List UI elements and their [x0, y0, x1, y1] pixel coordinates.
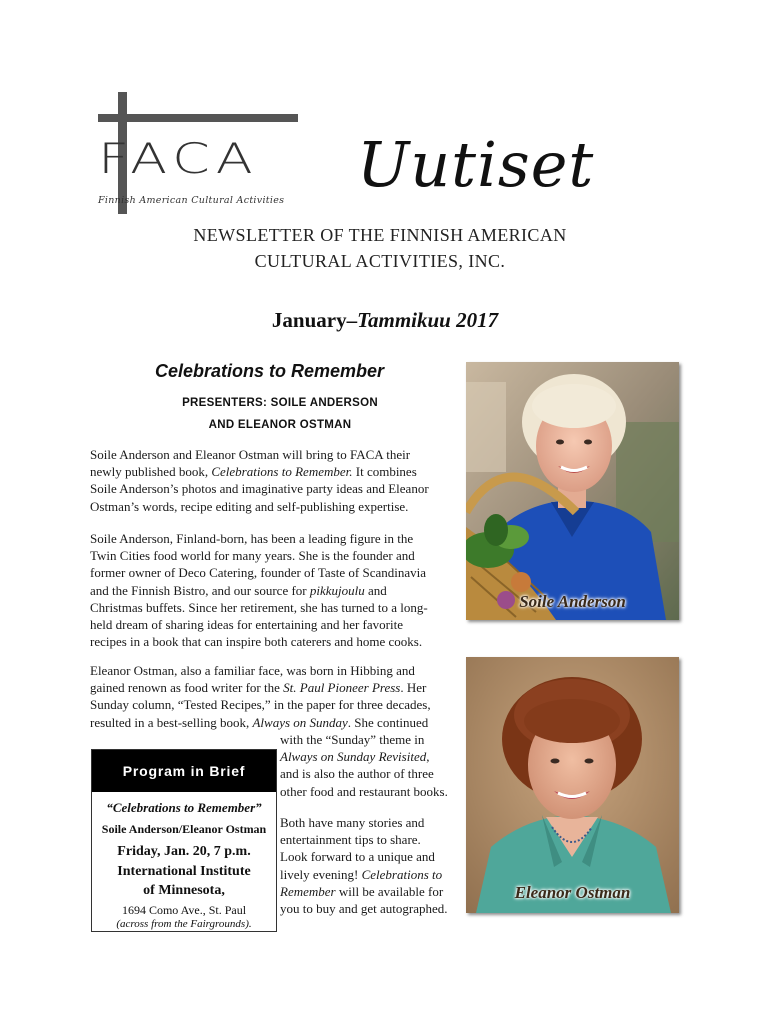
- paragraph-ostman-cont: [280, 731, 448, 800]
- text-line: Always on Sunday Revisited,: [280, 749, 430, 765]
- photo-eleanor-ostman: [466, 657, 679, 913]
- text-line: Both have many stories and: [280, 815, 425, 830]
- subtitle-line-1: NEWSLETTER OF THE FINNISH AMERICAN: [193, 225, 567, 245]
- text-line: Christmas buffets. Since her retirement, she has turned to a long-: [90, 599, 428, 615]
- presenters-line-2: AND ELEANOR OSTMAN: [208, 419, 352, 431]
- brief-venue-line-1: International Institute: [117, 864, 251, 879]
- text-line: other food and restaurant books.: [280, 783, 448, 799]
- newsletter-subtitle: [150, 222, 610, 274]
- logo-letters: FACA: [98, 134, 259, 184]
- text-line: Remember will be available for: [280, 883, 444, 899]
- text-line: Soile Anderson, Finland-born, has been a leading figure in the: [90, 531, 414, 546]
- brief-presenters: Soile Anderson/Eleanor Ostman: [101, 822, 267, 836]
- logo-subtitle: Finnish American Cultural Activities: [98, 195, 285, 206]
- paragraph-closing: [280, 814, 448, 917]
- brief-venue-line-2: of Minnesota,: [143, 883, 225, 898]
- paragraph-anderson: [90, 530, 428, 650]
- text-line: entertainment tips to share.: [280, 832, 421, 848]
- text-line: recipes in a book that can inspire both caterers and home cooks.: [90, 634, 423, 650]
- newsletter-title: Uutiset: [357, 128, 595, 201]
- issue-date-english: January–: [271, 308, 358, 332]
- brief-note: (across from the Fairgrounds).: [116, 918, 252, 930]
- brief-event-title: “Celebrations to Remember”: [106, 800, 262, 815]
- presenters-line-1: PRESENTERS: SOILE ANDERSON: [182, 397, 378, 409]
- text-line: Eleanor Ostman, also a familiar face, was born in Hibbing and: [90, 663, 415, 678]
- text-line: Twin Cities food world for many years. She is the founder and: [90, 548, 415, 564]
- subtitle-line-2: CULTURAL ACTIVITIES, INC.: [254, 251, 506, 271]
- soile-anderson-portrait-image: [466, 362, 679, 620]
- text-line: held dream of sharing ideas for entertaining and her favorite: [90, 617, 403, 633]
- text-line: and the Finnish Bistro, and our source for pikkujoulu and: [90, 582, 387, 598]
- brief-address: 1694 Como Ave., St. Paul: [121, 903, 247, 917]
- paragraph-intro: [90, 446, 429, 515]
- caption-soile-anderson: Soile Anderson: [519, 592, 626, 611]
- issue-date-finnish: Tammikuu 2017: [357, 308, 499, 332]
- caption-eleanor-ostman: Eleanor Ostman: [514, 883, 631, 902]
- text-line: gained renown as food writer for the St. Paul Pioneer Press. Her: [90, 680, 427, 696]
- text-line: Sunday column, “Tested Recipes,” in the paper for three decades,: [90, 697, 431, 713]
- paragraph-ostman: [90, 662, 431, 731]
- issue-date: [180, 308, 590, 333]
- text-line: Soile Anderson’s photos and imaginative party ideas and Eleanor: [90, 481, 429, 497]
- eleanor-ostman-portrait-image: [466, 657, 679, 913]
- program-in-brief-heading: Program in Brief: [92, 750, 276, 792]
- text-line: Look forward to a unique and: [280, 849, 435, 865]
- article-headline: Celebrations to Remember: [155, 361, 385, 381]
- text-line: Ostman’s words, recipe editing and self-publishing expertise.: [90, 498, 409, 514]
- text-line: newly published book, Celebrations to Remember. It combines: [90, 464, 417, 480]
- brief-date: Friday, Jan. 20, 7 p.m.: [117, 844, 251, 859]
- text-line: you to buy and get autographed.: [280, 901, 448, 917]
- text-line: resulted in a best-selling book, Always on Sunday. She continued: [90, 714, 429, 730]
- text-line: lively evening! Celebrations to: [280, 866, 443, 882]
- text-line: Soile Anderson and Eleanor Ostman will bring to FACA their: [90, 447, 411, 462]
- text-line: with the “Sunday” theme in: [280, 732, 425, 747]
- text-line: former owner of Deco Catering, founder of Taste of Scandinavia: [90, 565, 427, 581]
- photo-soile-anderson: [466, 362, 679, 620]
- text-line: and is also the author of three: [280, 766, 434, 782]
- program-in-brief-box: [91, 749, 277, 932]
- faca-logo: [88, 92, 298, 217]
